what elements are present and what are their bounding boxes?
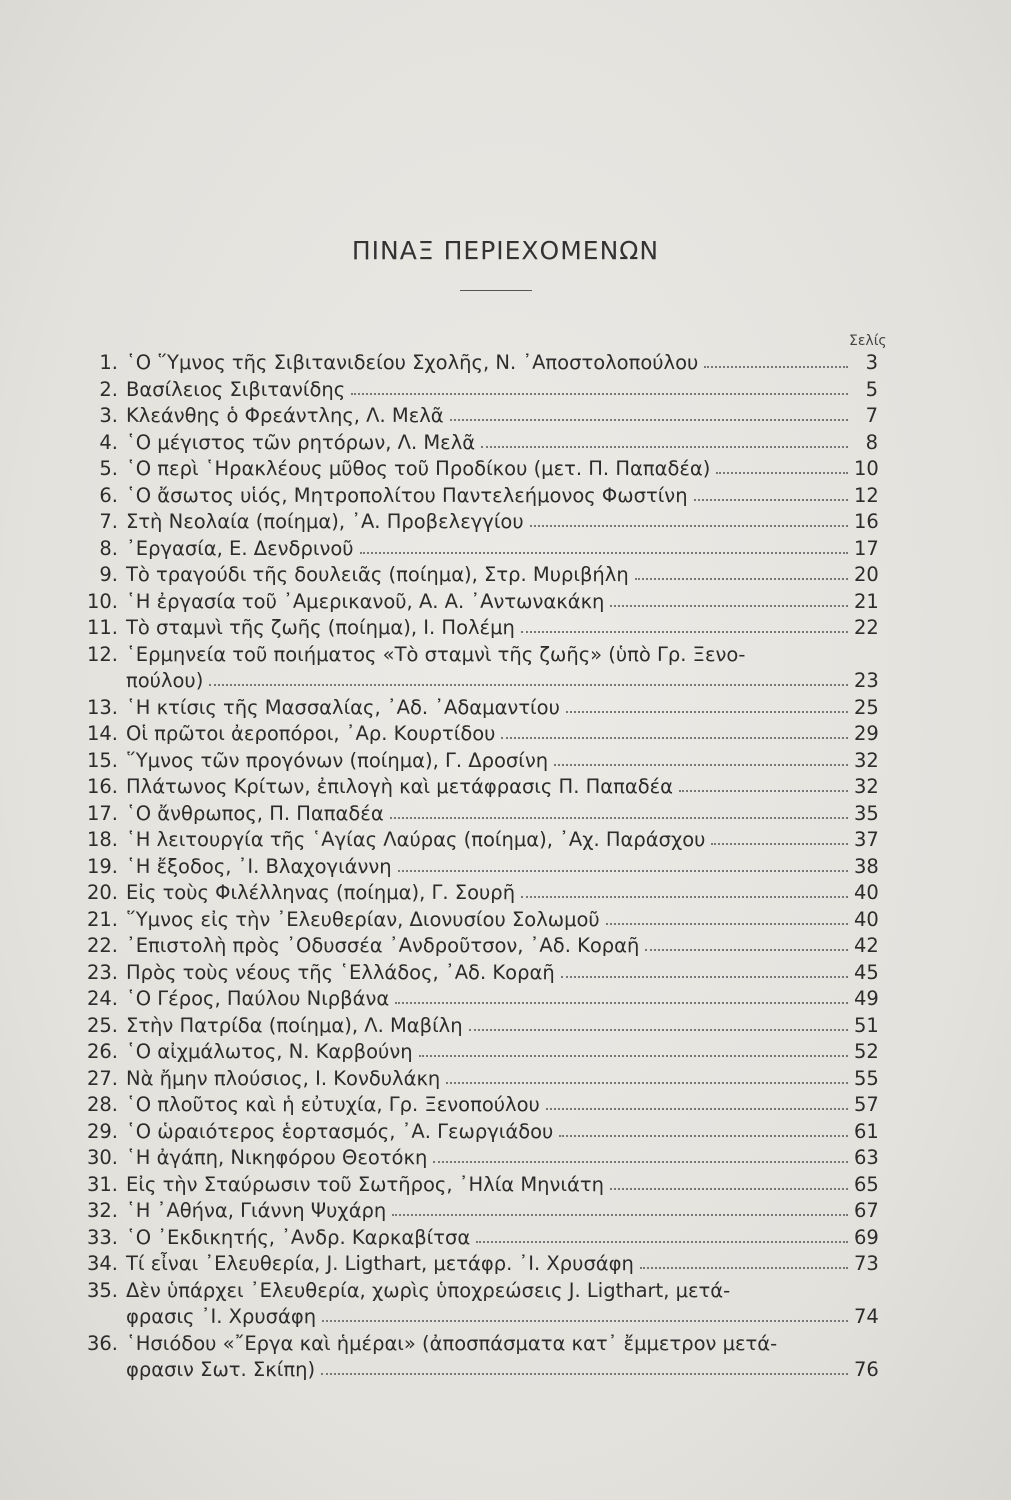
entry-page-number: 76	[854, 1358, 879, 1381]
entry-page-number: 7	[865, 404, 878, 427]
toc-entry	[78, 350, 878, 377]
leader-dots	[640, 1267, 848, 1269]
entry-title: ῾Ο περὶ ῾Ηρακλέους μῦθος τοῦ Προδίκου (μετ. Π. Παπαδέα)	[126, 457, 711, 480]
entry-number: 25.	[86, 1013, 118, 1037]
toc-entry	[78, 801, 878, 828]
leader-dots	[450, 419, 848, 421]
entry-number: 10.	[86, 589, 118, 613]
entry-number: 1.	[99, 351, 118, 374]
entry-title: ῾Ο ᾿Εκδικητής, ᾿Ανδρ. Καρκαβίτσα	[126, 1225, 471, 1249]
entry-page-number: 67	[854, 1199, 879, 1222]
entry-page-number: 69	[854, 1225, 879, 1249]
entry-title: ῾Ησιόδου «῎Εργα καὶ ἡμέραι» (ἀποσπάσματα κατ᾿ ἔμμετρον μετά-	[126, 1331, 778, 1355]
entry-page-number: 55	[854, 1066, 879, 1090]
toc-entry	[78, 1278, 878, 1331]
entry-page-number: 42	[854, 934, 879, 957]
leader-dots	[606, 923, 848, 925]
entry-page-number: 74	[854, 1305, 879, 1328]
entry-number: 26.	[86, 1040, 118, 1063]
entry-title: ῾Ο ἄσωτος υἱός, Μητροπολίτου Παντελεήμονος Φωστίνη	[126, 483, 688, 507]
leader-dots	[530, 525, 848, 527]
leader-dots	[360, 552, 848, 554]
entry-title: Στὴν Πατρίδα (ποίημα), Λ. Μαβίλη	[126, 1013, 463, 1037]
entry-number: 29.	[86, 1119, 118, 1143]
toc-entry	[78, 1251, 878, 1278]
leader-dots	[521, 896, 848, 898]
leader-dots	[711, 843, 848, 845]
entry-number: 4.	[99, 430, 118, 454]
entry-number: 18.	[86, 828, 118, 851]
entry-title: ῾Η ἐργασία τοῦ ᾿Αμερικανοῦ, Α. Α. ᾿Αντωνακάκη	[126, 589, 605, 613]
leader-dots	[610, 1188, 848, 1190]
toc-entry	[78, 774, 878, 801]
entry-page-number: 20	[854, 563, 879, 586]
entry-page-number: 37	[854, 828, 879, 851]
entry-number: 3.	[99, 404, 118, 427]
leader-dots	[321, 1373, 848, 1375]
toc-entry	[78, 827, 878, 854]
entry-number: 32.	[86, 1199, 118, 1222]
entry-title: ῾Η ἀγάπη, Νικηφόρου Θεοτόκη	[126, 1146, 428, 1169]
entry-number: 7.	[99, 510, 118, 533]
entry-page-number: 52	[854, 1040, 879, 1063]
entry-title: Τὸ τραγούδι τῆς δουλειᾶς (ποίημα), Στρ. Μυριβήλη	[126, 563, 629, 586]
entry-title: Στὴ Νεολαία (ποίημα), ᾿Α. Προβελεγγίου	[126, 510, 524, 533]
toc-entry	[78, 509, 878, 536]
entry-title: ῾Η ἔξοδος, ᾿Ι. Βλαχογιάννη	[126, 854, 392, 878]
toc-entry	[78, 403, 878, 430]
entry-number: 12.	[86, 642, 118, 666]
entry-title: Νὰ ἤμην πλούσιος, Ι. Κονδυλάκη	[126, 1066, 441, 1090]
entry-title: ῾Ο μέγιστος τῶν ρητόρων, Λ. Μελᾶ	[126, 430, 476, 454]
entry-page-number: 12	[854, 483, 879, 507]
toc-entry	[78, 562, 878, 589]
leader-dots	[559, 1135, 848, 1137]
entry-number: 17.	[86, 801, 118, 825]
entry-title-continued: πούλου)	[126, 669, 204, 692]
toc-entry	[78, 377, 878, 404]
leader-dots	[398, 870, 848, 872]
toc-entry	[78, 880, 878, 907]
entry-title: ῾Ο Γέρος, Παύλου Νιρβάνα	[126, 987, 390, 1010]
toc-entry	[78, 1331, 878, 1384]
leader-dots	[433, 1161, 848, 1163]
entry-title: ῾Ο ῞Υμνος τῆς Σιβιτανιδείου Σχολῆς, Ν. ᾿Αποστολοπούλου	[126, 351, 699, 374]
entry-title: ᾿Εργασία, Ε. Δενδρινοῦ	[126, 536, 354, 560]
toc-entry	[78, 642, 878, 695]
leader-dots	[390, 817, 848, 819]
entry-page-number: 63	[854, 1146, 879, 1169]
entry-title: Κλεάνθης ὁ Φρεάντλης, Λ. Μελᾶ	[126, 404, 444, 427]
toc-entry	[78, 695, 878, 722]
entry-title: ῾Ο πλοῦτος καὶ ἡ εὐτυχία, Γρ. Ξενοπούλου	[126, 1093, 540, 1116]
entry-title: ῾Ο ὡραιότερος ἑορτασμός, ᾿Α. Γεωργιάδου	[126, 1119, 554, 1143]
entry-number: 6.	[99, 483, 118, 507]
leader-dots	[610, 605, 848, 607]
leader-dots	[395, 1002, 848, 1004]
entry-page-number: 61	[854, 1119, 879, 1143]
entry-title: ῾Ο ἄνθρωπος, Π. Παπαδέα	[126, 801, 384, 825]
entry-page-number: 73	[854, 1252, 879, 1275]
entry-title: ῾Ερμηνεία τοῦ ποιήματος «Τὸ σταμνὶ τῆς ζωῆς» (ὑπὸ Γρ. Ξενο-	[126, 642, 746, 666]
entry-page-number: 35	[854, 801, 879, 825]
toc-entry	[78, 483, 878, 510]
toc-entry	[78, 854, 878, 881]
leader-dots	[566, 711, 848, 713]
entry-title: Δὲν ὑπάρχει ᾿Ελευθερία, χωρὶς ὑποχρεώσεις J. Ligthart, μετά-	[126, 1278, 731, 1302]
leader-dots	[694, 499, 848, 501]
toc-entry	[78, 1092, 878, 1119]
entry-title: Πλάτωνος Κρίτων, ἐπιλογὴ καὶ μετάφρασις Π. Παπαδέα	[126, 775, 674, 798]
entry-title: ῾Η λειτουργία τῆς ῾Αγίας Λαύρας (ποίημα), ᾿Αχ. Παράσχου	[126, 828, 706, 851]
toc-entry	[78, 748, 878, 775]
entry-title: Τί εἶναι ᾿Ελευθερία, J. Ligthart, μετάφρ. ᾿Ι. Χρυσάφη	[126, 1252, 634, 1275]
entry-page-number: 22	[854, 616, 879, 639]
toc-entry	[78, 721, 878, 748]
entry-page-number: 40	[854, 881, 879, 904]
toc-entry	[78, 1039, 878, 1066]
leader-dots	[716, 472, 848, 474]
entry-number: 16.	[86, 775, 118, 798]
leader-dots	[501, 737, 848, 739]
entry-title: Βασίλειος Σιβιτανίδης	[126, 377, 346, 401]
toc-entry	[78, 1013, 878, 1040]
entry-number: 14.	[86, 722, 118, 745]
leader-dots	[546, 1108, 848, 1110]
toc-entry	[78, 615, 878, 642]
entry-number: 21.	[86, 907, 118, 931]
entry-number: 9.	[99, 563, 118, 586]
entry-page-number: 51	[854, 1013, 879, 1037]
entry-title: ῞Υμνος εἰς τὴν ᾿Ελευθερίαν, Διονυσίου Σολωμοῦ	[126, 907, 600, 931]
entry-title: Οἱ πρῶτοι ἀεροπόροι, ᾿Αρ. Κουρτίδου	[126, 722, 496, 745]
entry-page-number: 5	[865, 377, 878, 401]
entry-title: Εἰς τοὺς Φιλέλληνας (ποίημα), Γ. Σουρῆ	[126, 881, 516, 904]
leader-dots	[419, 1055, 848, 1057]
entry-page-number: 29	[854, 722, 879, 745]
entry-title: ῾Η ᾿Αθήνα, Γιάννη Ψυχάρη	[126, 1199, 387, 1222]
leader-dots	[446, 1082, 848, 1084]
toc-entry	[78, 1225, 878, 1252]
leader-dots	[476, 1241, 848, 1243]
entry-number: 20.	[86, 881, 118, 904]
toc-entry	[78, 589, 878, 616]
toc-entry	[78, 907, 878, 934]
entry-number: 13.	[86, 695, 118, 719]
entry-number: 30.	[86, 1146, 118, 1169]
toc-entry	[78, 986, 878, 1013]
entry-number: 22.	[86, 934, 118, 957]
entry-number: 28.	[86, 1093, 118, 1116]
entry-page-number: 57	[854, 1093, 879, 1116]
leader-dots	[481, 446, 848, 448]
entry-number: 31.	[86, 1172, 118, 1196]
toc-entry	[78, 536, 878, 563]
toc-entry	[78, 1119, 878, 1146]
entry-number: 27.	[86, 1066, 118, 1090]
entry-page-number: 23	[854, 669, 879, 692]
leader-dots	[554, 764, 848, 766]
entry-title: Πρὸς τοὺς νέους τῆς ῾Ελλάδος, ᾿Αδ. Κοραῆ	[126, 960, 555, 984]
page-column-header: Σελίς	[849, 333, 887, 349]
entry-page-number: 49	[854, 987, 879, 1010]
entry-page-number: 8	[865, 430, 878, 454]
entry-title: ῾Ο αἰχμάλωτος, Ν. Καρβούνη	[126, 1040, 413, 1063]
entry-title: Τὸ σταμνὶ τῆς ζωῆς (ποίημα), Ι. Πολέμη	[126, 616, 515, 639]
entry-number: 8.	[99, 536, 118, 560]
leader-dots	[635, 578, 848, 580]
toc-entry	[78, 456, 878, 483]
leader-dots	[392, 1214, 848, 1216]
leader-dots	[679, 790, 848, 792]
entry-number: 15.	[86, 748, 118, 772]
entry-page-number: 16	[854, 510, 879, 533]
entry-number: 19.	[86, 854, 118, 878]
page-title: ΠΙΝΑΞ ΠΕΡΙΕΧΟΜΕΝΩΝ	[351, 236, 660, 265]
toc-entry	[78, 430, 878, 457]
entry-page-number: 40	[854, 907, 879, 931]
leader-dots	[322, 1320, 848, 1322]
toc-entry	[78, 1066, 878, 1093]
entry-number: 35.	[86, 1278, 118, 1302]
leader-dots	[351, 393, 848, 395]
entry-number: 33.	[86, 1225, 118, 1249]
entry-number: 23.	[86, 960, 118, 984]
toc-entry	[78, 1172, 878, 1199]
entry-title: ῞Υμνος τῶν προγόνων (ποίημα), Γ. Δροσίνη	[126, 748, 549, 772]
leader-dots	[469, 1029, 848, 1031]
entry-title: ᾿Επιστολὴ πρὸς ᾿Οδυσσέα ᾿Ανδροῦτσον, ᾿Αδ. Κοραῆ	[126, 934, 640, 957]
entry-page-number: 65	[854, 1172, 879, 1196]
entry-page-number: 10	[854, 457, 879, 480]
entry-page-number: 3	[865, 351, 878, 374]
leader-dots	[209, 684, 848, 686]
leader-dots	[561, 976, 848, 978]
entry-page-number: 32	[854, 748, 879, 772]
leader-dots	[704, 366, 848, 368]
entry-number: 24.	[86, 987, 118, 1010]
toc-entry	[78, 933, 878, 960]
entry-number: 2.	[99, 377, 118, 401]
title-divider	[460, 290, 532, 291]
table-of-contents	[78, 350, 878, 1384]
toc-entry	[78, 1145, 878, 1172]
entry-title-continued: φρασιν Σωτ. Σκίπη)	[126, 1358, 316, 1381]
entry-number: 34.	[86, 1252, 118, 1275]
entry-number: 5.	[99, 457, 118, 480]
entry-page-number: 21	[854, 589, 879, 613]
toc-entry	[78, 1198, 878, 1225]
leader-dots	[521, 631, 848, 633]
entry-title: Εἰς τὴν Σταύρωσιν τοῦ Σωτῆρος, ᾿Ηλία Μηνιάτη	[126, 1172, 604, 1196]
toc-entry	[78, 960, 878, 987]
entry-page-number: 32	[854, 775, 879, 798]
entry-page-number: 45	[854, 960, 879, 984]
entry-title: ῾Η κτίσις τῆς Μασσαλίας, ᾿Αδ. ᾿Αδαμαντίου	[126, 695, 560, 719]
entry-page-number: 38	[854, 854, 879, 878]
entry-number: 36.	[86, 1331, 118, 1355]
entry-title-continued: φρασις ᾿Ι. Χρυσάφη	[126, 1305, 317, 1328]
entry-number: 11.	[86, 616, 118, 639]
leader-dots	[645, 949, 848, 951]
entry-page-number: 17	[854, 536, 879, 560]
entry-page-number: 25	[854, 695, 879, 719]
